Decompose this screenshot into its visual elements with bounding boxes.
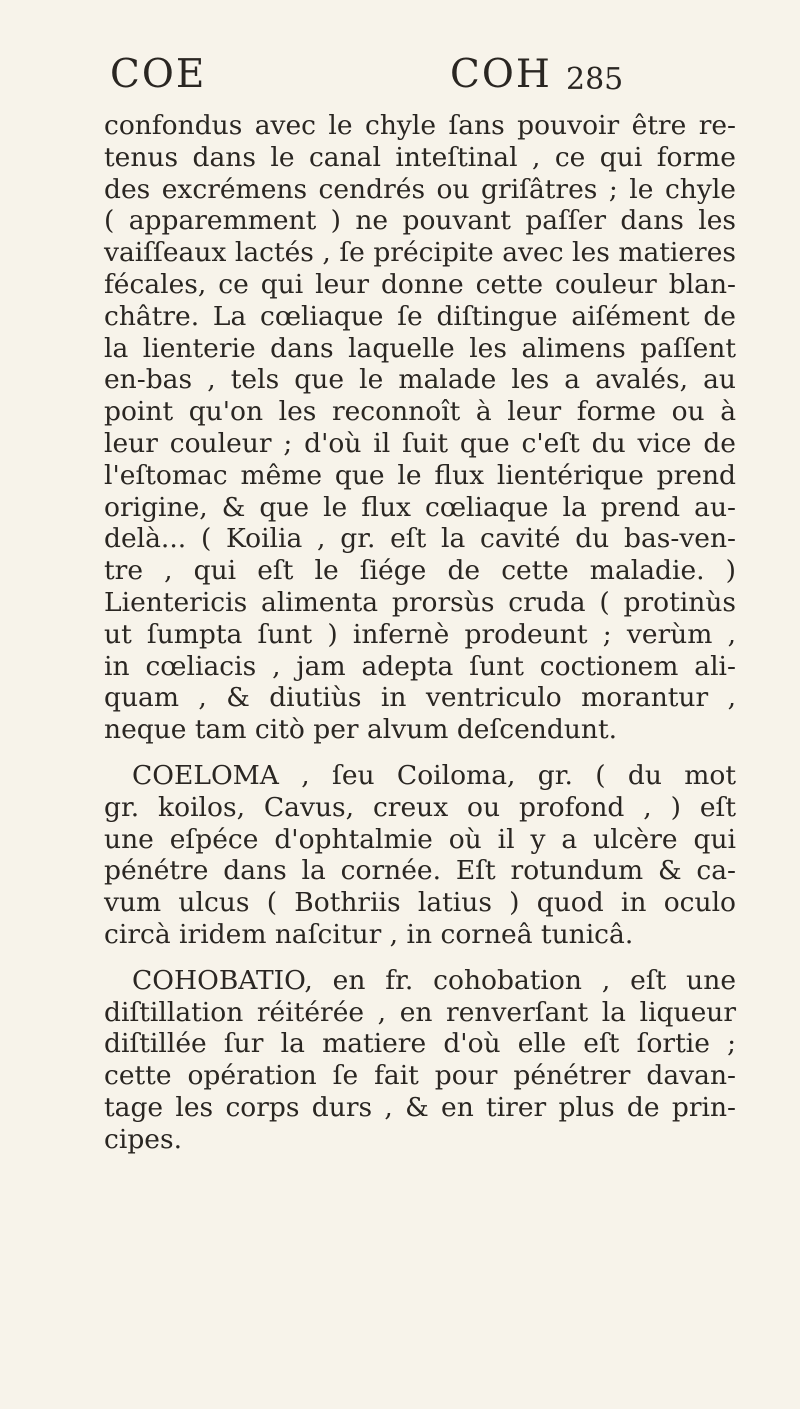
text-line: des excrémens cendrés ou griſâtres ; le chyle	[104, 173, 736, 205]
body-text	[104, 110, 736, 1156]
paragraph-gap	[104, 951, 736, 965]
text-line: vum ulcus ( Bothriis latius ) quod in oculo	[104, 887, 736, 919]
text-line: diſtillation réitérée , en renverſant la liqueur	[104, 996, 736, 1028]
text-line: delà... ( Koilia , gr. eſt la cavité du bas-ven-	[104, 523, 736, 555]
text-line: ( apparemment ) ne pouvant paſſer dans les	[104, 205, 736, 237]
text-line: COELOMA , ſeu Coiloma, gr. ( du mot	[132, 759, 736, 791]
text-line: cette opération ſe fait pour pénétrer davan-	[104, 1060, 736, 1092]
text-line: diſtillée ſur la matiere d'où elle eſt ſortie ;	[104, 1028, 736, 1060]
text-line: en-bas , tels que le malade les a avalés, au	[104, 364, 736, 396]
text-line: circà iridem naſcitur , in corneâ tunicâ.	[104, 918, 634, 950]
text-line: quam , & diutiùs in ventriculo morantur ,	[104, 682, 736, 714]
running-header	[110, 52, 670, 112]
text-line: l'eſtomac même que le flux lientérique prend	[104, 459, 736, 491]
text-line: ut ſumpta ſunt ) infernè prodeunt ; verùm ,	[104, 618, 736, 650]
page-number: 285	[566, 62, 624, 97]
text-line: vaiſſeaux lactés , ſe précipite avec les matieres	[104, 237, 736, 269]
text-line: tage les corps durs , & en tirer plus de prin-	[104, 1091, 736, 1123]
text-line: tenus dans le canal inteſtinal , ce qui forme	[104, 141, 736, 173]
text-line: châtre. La cœliaque ſe diſtingue aiſément de	[104, 300, 736, 332]
text-line: cipes.	[104, 1123, 182, 1155]
text-line: Lientericis alimenta prorsùs cruda ( protinùs	[104, 586, 736, 618]
header-center-word: COH	[450, 52, 552, 97]
text-line: une eſpéce d'ophtalmie où il y a ulcère qui	[104, 823, 736, 855]
paragraph-coeliaque	[104, 110, 736, 746]
text-line: point qu'on les reconnoît à leur forme ou à	[104, 396, 736, 428]
text-line: origine, & que le flux cœliaque la prend au-	[104, 491, 736, 523]
text-line: gr. koilos, Cavus, creux ou profond , ) eſt	[104, 791, 736, 823]
header-left-word: COE	[110, 52, 207, 97]
text-line: la lienterie dans laquelle les alimens paſſent	[104, 332, 736, 364]
paragraph-coeloma	[104, 760, 736, 951]
text-line: fécales, ce qui leur donne cette couleur blan-	[104, 268, 736, 300]
text-line: leur couleur ; d'où il ſuit que c'eſt du vice de	[104, 427, 736, 459]
text-line: neque tam citò per alvum deſcendunt.	[104, 714, 618, 746]
text-line: pénétre dans la cornée. Eſt rotundum & ca-	[104, 855, 736, 887]
paragraph-gap	[104, 746, 736, 760]
text-line: confondus avec le chyle ſans pouvoir être re-	[104, 110, 736, 141]
text-line: tre , qui eſt le ſiége de cette maladie. )	[104, 555, 736, 587]
text-line: in cœliacis , jam adepta ſunt coctionem ali-	[104, 650, 736, 682]
text-line: COHOBATIO, en fr. cohobation , eſt une	[132, 964, 736, 996]
paragraph-cohobatio	[104, 965, 736, 1156]
